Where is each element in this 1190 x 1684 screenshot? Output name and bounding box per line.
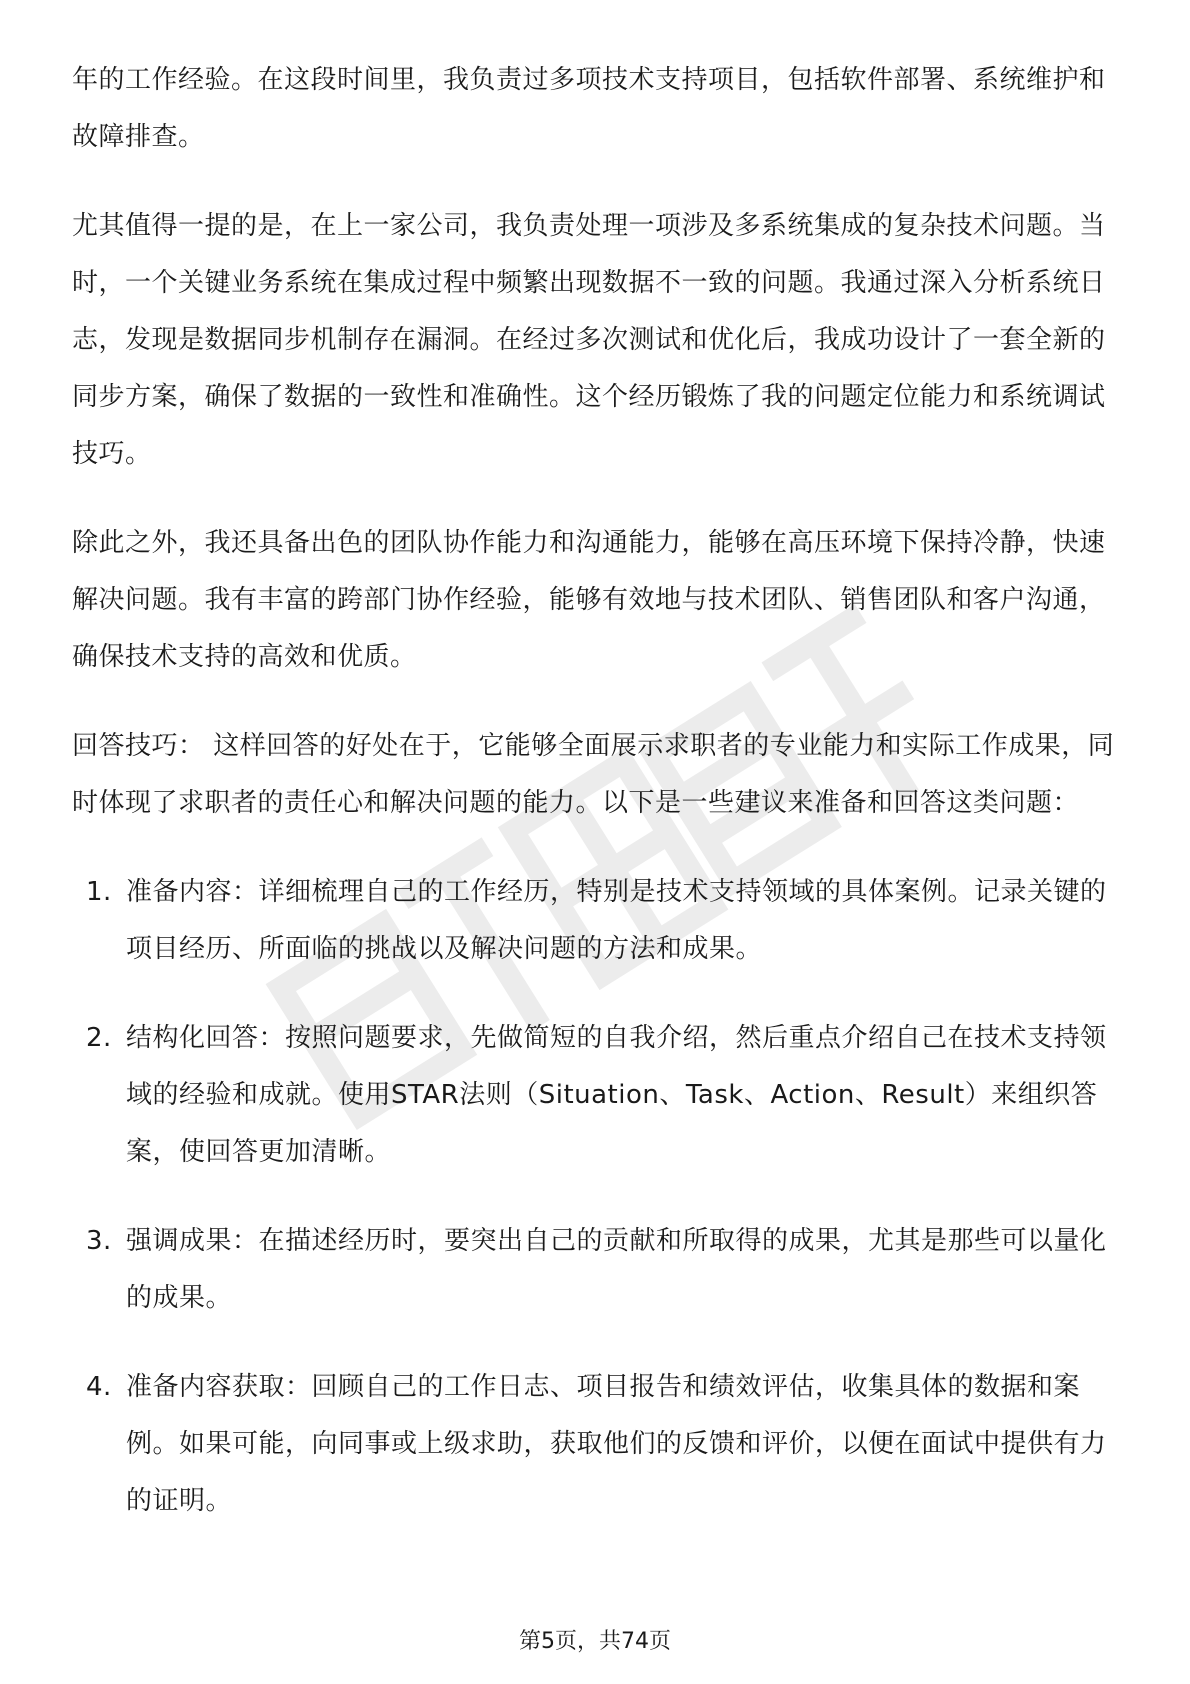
tips-list [72,864,1120,1530]
list-item [72,1213,1120,1327]
list-item [72,864,1120,978]
paragraph-teamwork: 除此之外，我还具备出色的团队协作能力和沟通能力，能够在高压环境下保持冷静，快速解决问题。我有丰富的跨部门协作经验，能够有效地与技术团队、销售团队和客户沟通，确保技术支持的高效和优质。 [72,528,1106,672]
list-item-text: 结构化回答：按照问题要求，先做简短的自我介绍，然后重点介绍自己在技术支持领域的经验和成就。使用STAR法则（Situation、Task、Action、Result）来组织答案，使回答更加清晰。 [126,1023,1107,1167]
list-number: 1. [86,877,112,907]
list-number: 2. [86,1023,112,1053]
list-item-text: 强调成果：在描述经历时，要突出自己的贡献和所取得的成果，尤其是那些可以量化的成果。 [126,1226,1107,1313]
list-item-text: 准备内容：详细梳理自己的工作经历，特别是技术支持领域的具体案例。记录关键的项目经历、所面临的挑战以及解决问题的方法和成果。 [126,877,1107,964]
paragraph-answer-tips: 回答技巧： 这样回答的好处在于，它能够全面展示求职者的专业能力和实际工作成果，同时体现了求职者的责任心和解决问题的能力。以下是一些建议来准备和回答这类问题： [72,731,1115,818]
paragraph-experience: 年的工作经验。在这段时间里，我负责过多项技术支持项目，包括软件部署、系统维护和故障排查。 [72,65,1106,152]
list-number: 3. [86,1226,112,1256]
list-item-text: 准备内容获取：回顾自己的工作日志、项目报告和绩效评估，收集具体的数据和案例。如果可能，向同事或上级求助，获取他们的反馈和评价，以便在面试中提供有力的证明。 [126,1372,1107,1516]
page-number-footer: 第5页，共74页 [519,1629,671,1654]
list-item [72,1359,1120,1530]
list-item [72,1010,1120,1181]
document-body [72,52,1120,1562]
list-number: 4. [86,1372,112,1402]
paragraph-case-study: 尤其值得一提的是，在上一家公司，我负责处理一项涉及多系统集成的复杂技术问题。当时，一个关键业务系统在集成过程中频繁出现数据不一致的问题。我通过深入分析系统日志，发现是数据同步机制存在漏洞。在经过多次测试和优化后，我成功设计了一套全新的同步方案，确保了数据的一致性和准确性。这个经历锻炼了我的问题定位能力和系统调试技巧。 [72,211,1106,469]
